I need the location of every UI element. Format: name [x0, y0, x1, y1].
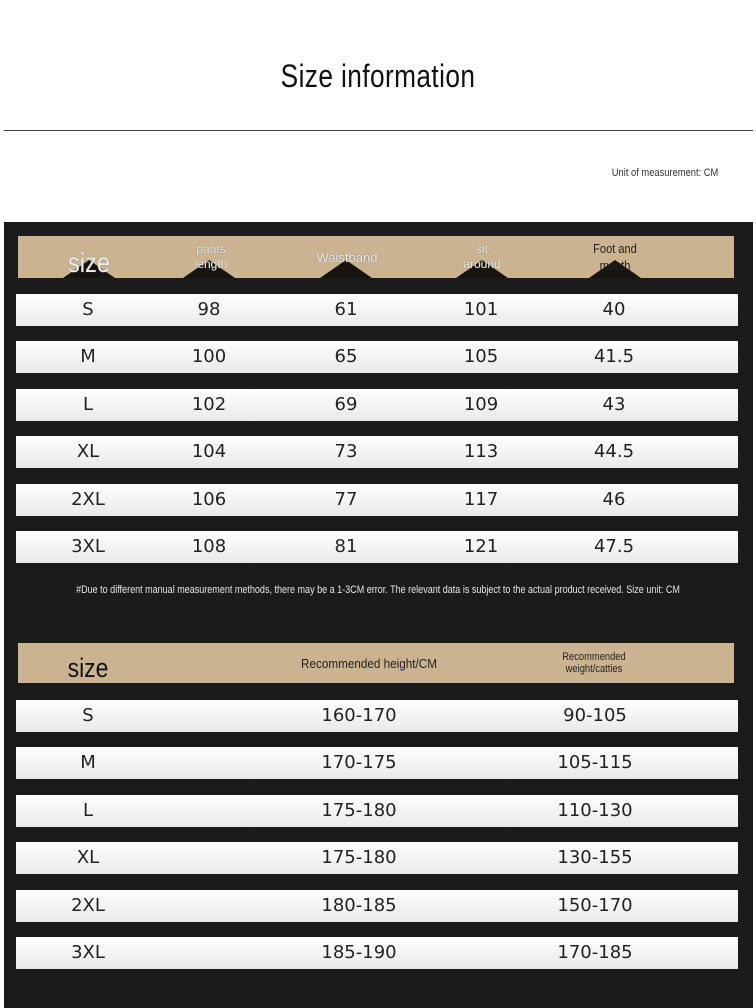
cell-size: M: [80, 346, 96, 367]
cell-size: L: [82, 394, 94, 415]
header-recommended-height: Recommended height/CM: [301, 655, 437, 671]
cell-height: 175-180: [321, 800, 397, 821]
table-row: [16, 700, 738, 732]
cell-weight: 170-185: [557, 942, 633, 963]
cell-size: 3XL: [71, 942, 105, 963]
header-pants-length: [195, 236, 228, 278]
title-divider: [4, 130, 753, 131]
cell-sit-around: 105: [463, 346, 499, 367]
cell-foot-mouth: 41.5: [593, 346, 635, 367]
table-row: [16, 436, 738, 468]
cell-foot-mouth: 47.5: [593, 536, 635, 557]
cell-pants-length: 98: [197, 299, 221, 320]
cell-sit-around: 109: [463, 394, 499, 415]
cell-size: XL: [76, 441, 100, 462]
header-foot-mouth-line1: Foot and: [593, 241, 637, 256]
cell-waistband: 61: [334, 299, 358, 320]
cell-waistband: 69: [334, 394, 358, 415]
cell-height: 175-180: [321, 847, 397, 868]
cell-waistband: 81: [334, 536, 358, 557]
measurement-note: #Due to different manual measurement methods, there may be a 1-3CM error. The relevant data is subject to the actual product received. Size unit: CM: [76, 584, 680, 596]
cell-foot-mouth: 43: [602, 394, 626, 415]
cell-pants-length: 104: [191, 441, 227, 462]
unit-note: Unit of measurement: CM: [611, 167, 718, 179]
cell-weight: 110-130: [557, 800, 633, 821]
header-sit-around-line2: around: [463, 257, 501, 271]
header-sit-around: [463, 236, 500, 278]
table-row: [16, 937, 738, 969]
cell-size: M: [80, 752, 96, 773]
cell-sit-around: 101: [463, 299, 499, 320]
cell-pants-length: 100: [191, 346, 227, 367]
cell-pants-length: 106: [191, 489, 227, 510]
cell-sit-around: 121: [463, 536, 499, 557]
table-row: [16, 294, 738, 326]
cell-pants-length: 108: [191, 536, 227, 557]
cell-size: L: [82, 800, 94, 821]
cell-size: 2XL: [71, 895, 105, 916]
table-row: [16, 341, 738, 373]
cell-waistband: 65: [334, 346, 358, 367]
header-recommended-weight: Recommended weight/catties: [562, 651, 626, 675]
cell-height: 170-175: [321, 752, 397, 773]
table-row: [16, 842, 738, 874]
header-pants-length-line2: length: [194, 257, 228, 271]
cell-foot-mouth: 40: [602, 299, 626, 320]
cell-sit-around: 117: [463, 489, 499, 510]
cell-weight: 105-115: [557, 752, 633, 773]
page-title: Size information: [280, 58, 476, 94]
cell-size: S: [82, 299, 94, 320]
cell-weight: 130-155: [557, 847, 633, 868]
table-row: [16, 484, 738, 516]
table-row: [16, 747, 738, 779]
table-row: [16, 890, 738, 922]
cell-weight: 90-105: [563, 705, 627, 726]
recommendation-table-header: [18, 643, 734, 683]
cell-size: 3XL: [71, 536, 105, 557]
header-size: size: [67, 652, 109, 683]
header-foot-mouth-line2: mouth: [599, 258, 631, 273]
cell-pants-length: 102: [191, 394, 227, 415]
cell-height: 180-185: [321, 895, 397, 916]
cell-height: 160-170: [321, 705, 397, 726]
cell-height: 185-190: [321, 942, 397, 963]
header-waistband: Waistband: [316, 249, 378, 265]
table-row: [16, 531, 738, 563]
header-pants-length-line1: pants: [196, 242, 226, 256]
header-size: size: [67, 247, 111, 278]
cell-size: 2XL: [71, 489, 105, 510]
table-row: [16, 389, 738, 421]
cell-waistband: 77: [334, 489, 358, 510]
cell-size: S: [82, 705, 94, 726]
cell-foot-mouth: 46: [602, 489, 626, 510]
cell-size: XL: [76, 847, 100, 868]
table-row: [16, 795, 738, 827]
measurement-table-header: [18, 236, 734, 278]
cell-sit-around: 113: [463, 441, 499, 462]
cell-weight: 150-170: [557, 895, 633, 916]
cell-waistband: 73: [334, 441, 358, 462]
header-sit-around-line1: sit: [476, 242, 488, 256]
cell-foot-mouth: 44.5: [593, 441, 635, 462]
header-foot-mouth: [593, 236, 637, 278]
